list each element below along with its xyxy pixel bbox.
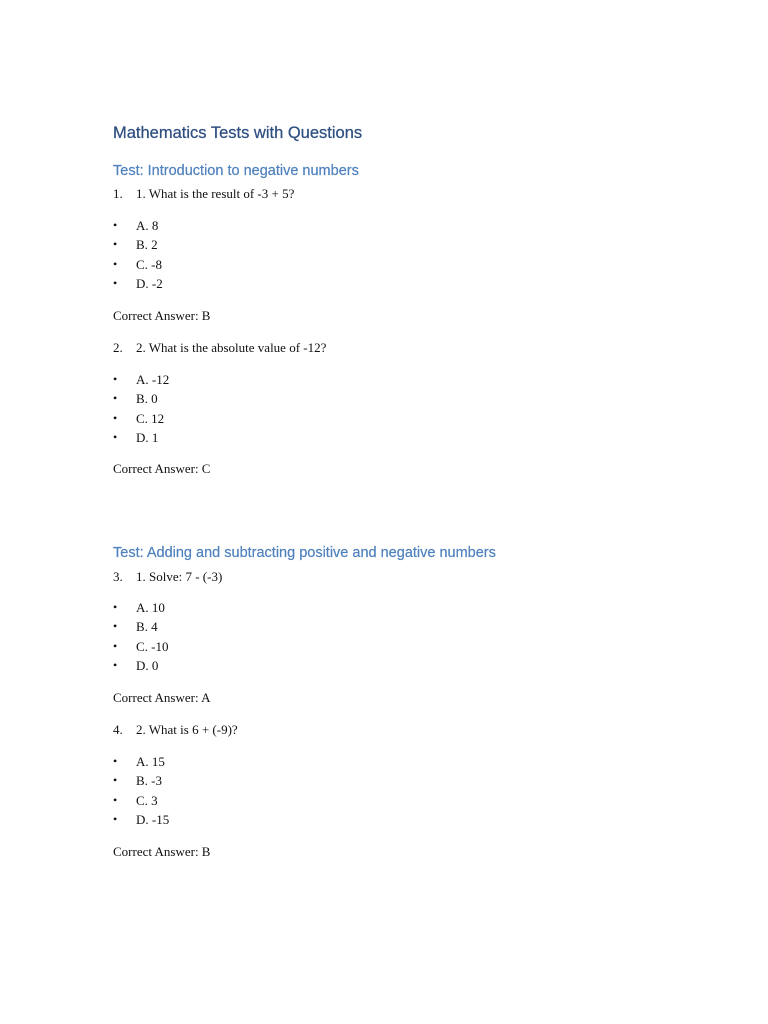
option-item: [113, 656, 169, 675]
bullet-icon: •: [113, 811, 118, 826]
bullet-icon: •: [113, 657, 118, 672]
option-item: [113, 637, 169, 656]
bullet-icon: •: [113, 218, 118, 232]
correct-answer: Correct Answer: B: [113, 308, 211, 323]
option-item: [113, 771, 169, 790]
document-title: Mathematics Tests with Questions: [113, 124, 363, 142]
option-item: [113, 216, 163, 235]
options-list: [113, 370, 169, 447]
bullet-icon: •: [113, 429, 118, 444]
question-number: 3.: [113, 569, 123, 584]
option-text: A. 15: [136, 754, 165, 769]
option-item: [113, 255, 163, 274]
option-item: [113, 409, 169, 428]
option-item: [113, 235, 163, 254]
question-number: 1.: [113, 186, 123, 201]
option-item: [113, 617, 169, 636]
bullet-icon: •: [113, 792, 118, 807]
bullet-icon: •: [113, 256, 118, 271]
bullet-icon: •: [113, 638, 118, 653]
option-item: [113, 428, 169, 447]
option-text: A. 10: [136, 600, 165, 615]
bullet-icon: •: [113, 237, 118, 252]
option-text: D. 1: [136, 429, 159, 445]
bullet-icon: •: [113, 275, 118, 290]
options-list: [113, 216, 163, 293]
question: [113, 722, 238, 738]
option-item: [113, 274, 163, 293]
option-text: D. -15: [136, 811, 170, 827]
bullet-icon: •: [113, 619, 118, 634]
option-item: [113, 370, 169, 389]
question: [113, 569, 222, 585]
option-text: C. 3: [136, 792, 158, 808]
option-text: B. 4: [136, 619, 158, 635]
option-text: B. 2: [136, 237, 158, 253]
correct-answer: Correct Answer: C: [113, 461, 211, 476]
question: [113, 340, 326, 356]
question-number: 4.: [113, 722, 123, 737]
test-heading: Test: Adding and subtracting positive and negative numbers: [113, 545, 496, 561]
bullet-icon: •: [113, 600, 118, 614]
option-text: D. 0: [136, 657, 159, 673]
question-number: 2.: [113, 340, 123, 355]
bullet-icon: •: [113, 391, 118, 406]
question: [113, 186, 294, 202]
options-list: [113, 598, 169, 675]
option-item: [113, 389, 169, 408]
option-text: C. 12: [136, 410, 165, 426]
bullet-icon: •: [113, 754, 118, 768]
option-text: D. -2: [136, 275, 163, 291]
option-text: B. 0: [136, 391, 158, 407]
options-list: [113, 752, 169, 829]
question-text: 2. What is 6 + (-9)?: [136, 722, 238, 737]
bullet-icon: •: [113, 773, 118, 788]
option-text: B. -3: [136, 773, 162, 789]
option-text: A. 8: [136, 218, 159, 233]
correct-answer: Correct Answer: A: [113, 690, 211, 705]
option-item: [113, 598, 169, 617]
test-heading: Test: Introduction to negative numbers: [113, 163, 359, 179]
option-text: C. -8: [136, 256, 162, 272]
bullet-icon: •: [113, 372, 118, 386]
question-text: 2. What is the absolute value of -12?: [136, 340, 327, 355]
bullet-icon: •: [113, 410, 118, 425]
option-item: [113, 810, 169, 829]
option-text: C. -10: [136, 638, 169, 654]
question-text: 1. What is the result of -3 + 5?: [136, 186, 295, 201]
option-text: A. -12: [136, 372, 170, 387]
question-text: 1. Solve: 7 - (-3): [136, 569, 223, 584]
option-item: [113, 752, 169, 771]
option-item: [113, 791, 169, 810]
correct-answer: Correct Answer: B: [113, 844, 211, 859]
